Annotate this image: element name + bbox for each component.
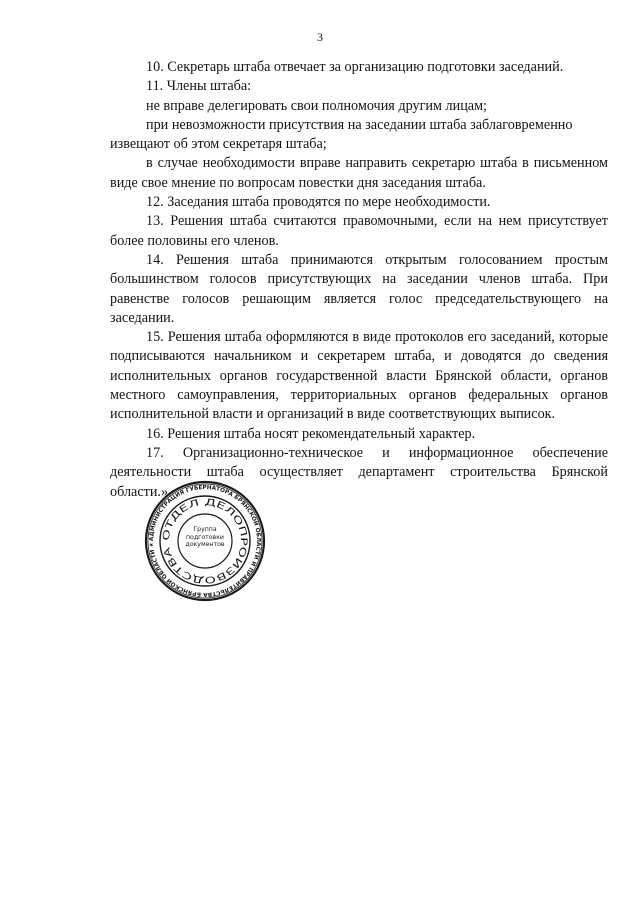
paragraph-13: 13. Решения штаба считаются правомочными, если на нем присутствует более половины его членов. <box>110 213 608 249</box>
paragraph-11-item-1: не вправе делегировать свои полномочия другим лицам; <box>146 97 487 114</box>
paragraph-11: 11. Члены штаба: <box>146 78 252 95</box>
official-stamp <box>144 480 266 602</box>
document-body <box>110 58 608 502</box>
paragraph-10: 10. Секретарь штаба отвечает за организацию подготовки заседаний. <box>146 59 564 75</box>
paragraph-11-item-2-cont: извещают об этом секретаря штаба; <box>110 136 327 153</box>
paragraph-12: 12. Заседания штаба проводятся по мере необходимости. <box>146 194 491 211</box>
paragraph-14: 14. Решения штаба принимаются открытым голосованием простым большинством голосов присутствующих на заседании членов штаба. При равенстве голосов решающим является голос председательствующего на заседании. <box>110 251 608 326</box>
paragraph-16: 16. Решения штаба носят рекомендательный характер. <box>146 425 476 442</box>
stamp-department-text: ОТДЕЛ ДЕЛОПРОИЗВОДСТВА <box>161 497 249 585</box>
paragraph-11-item-2: при невозможности присутствия на заседании штаба заблаговременно <box>146 116 573 133</box>
page-number: 3 <box>317 30 323 44</box>
paragraph-15: 15. Решения штаба оформляются в виде протоколов его заседаний, которые подписываются начальником и секретарем штаба, и доводятся до сведения исполнительных органов государственной власти Брянской области, органов местного самоуправления, территориальных органов федеральных органов исполнительной власти и организаций в виде соответствующих выписок. <box>110 329 608 423</box>
paragraph-17: 17. Организационно-техническое и информационное обеспечение деятельности штаба осуществляет департамент строительства Брянской области.» <box>110 444 608 500</box>
paragraph-11-item-3: в случае необходимости вправе направить секретарю штаба в письменном виде свое мнение по вопросам повестки дня заседания штаба. <box>110 155 608 191</box>
stamp-outer-text: АДМИНИСТРАЦИЯ ГУБЕРНАТОРА БРЯНСКОЙ ОБЛАСТИ И ПРАВИТЕЛЬСТВА БРЯНСКОЙ ОБЛАСТИ ★ <box>148 484 262 598</box>
stamp-center-text: Группа подготовки документов <box>185 526 225 549</box>
